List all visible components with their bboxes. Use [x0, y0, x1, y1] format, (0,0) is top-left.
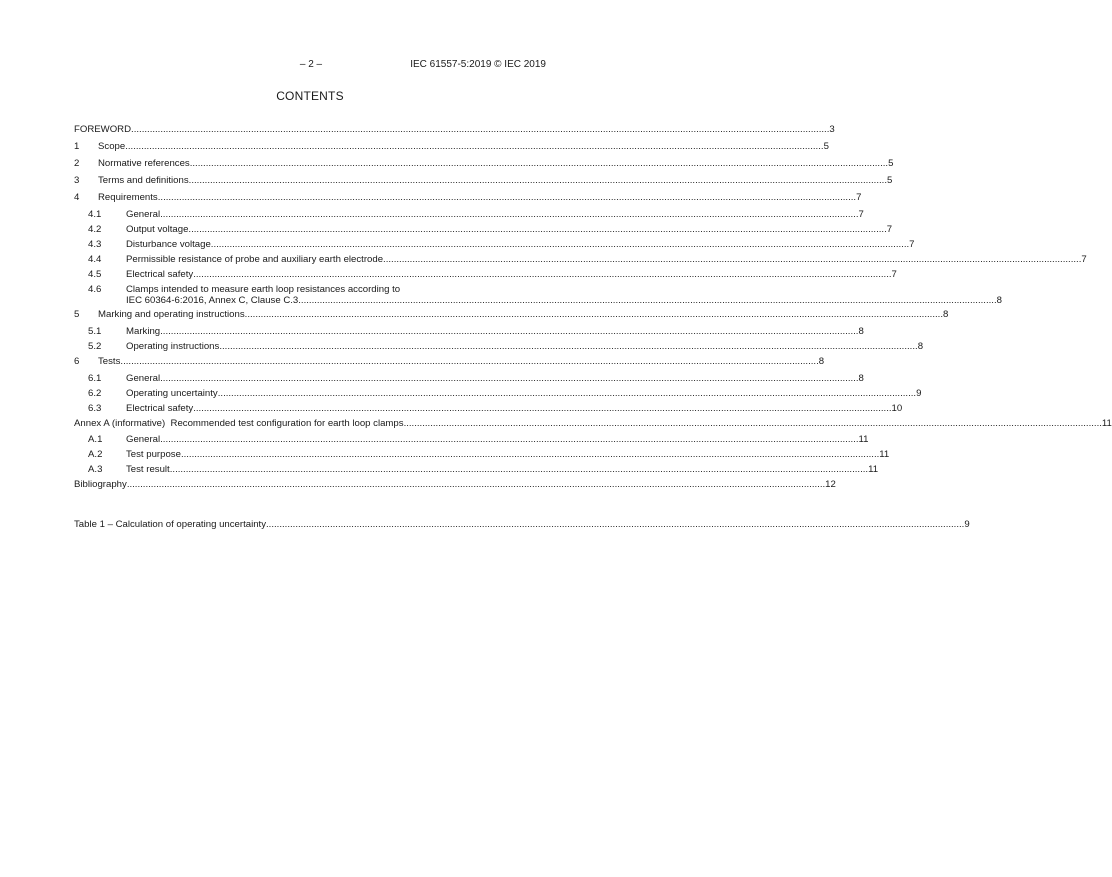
toc-page: 7 [1081, 254, 1087, 265]
toc-number: 4.5 [88, 269, 102, 280]
toc-page: 7 [886, 224, 893, 235]
toc-entry-terms-definitions[interactable] [74, 175, 893, 187]
toc-number: 4.2 [88, 224, 102, 235]
toc-entry-scope[interactable] [74, 141, 829, 153]
toc-entry-requirements[interactable] [74, 192, 862, 204]
toc-page: 5 [823, 141, 829, 152]
toc-entry-4-1[interactable] [74, 209, 864, 221]
toc-label: General [126, 209, 161, 220]
toc-entry-marking-instructions[interactable] [74, 309, 949, 321]
toc-entry-bibliography[interactable] [74, 479, 836, 491]
toc-number: 2 [74, 158, 80, 169]
toc-label: Electrical safety [126, 269, 194, 280]
toc-label: Requirements [98, 192, 158, 203]
toc-page: 8 [943, 309, 949, 320]
toc-entry-4-5[interactable] [74, 269, 897, 281]
toc-entry-a-1[interactable] [74, 434, 869, 446]
toc-entry-4-6[interactable] [74, 284, 1002, 306]
dot-leader [170, 464, 868, 476]
dot-leader [219, 341, 917, 353]
toc-entry-a-3[interactable] [74, 464, 879, 476]
dot-leader [266, 519, 964, 531]
dot-leader [211, 239, 909, 251]
toc-number: 5.2 [88, 341, 102, 352]
dot-leader [193, 269, 891, 281]
toc-number: 6.3 [88, 403, 102, 414]
toc-label: Operating instructions [126, 341, 220, 352]
page-number: – 2 – [299, 59, 323, 70]
dot-leader [131, 124, 829, 136]
table-page: 9 [964, 519, 970, 530]
toc-entry-normative-references[interactable] [74, 158, 894, 170]
toc-page: 10 [891, 403, 903, 414]
toc-page: 8 [917, 341, 924, 352]
standard-reference: IEC 61557-5:2019 © IEC 2019 [410, 59, 546, 70]
table-label: Table 1 – Calculation of operating uncertainty [74, 519, 266, 530]
toc-entry-6-1[interactable] [74, 373, 864, 385]
toc-page: 7 [891, 269, 897, 280]
toc-number: 4.3 [88, 239, 102, 250]
toc-page: 8 [858, 326, 864, 337]
toc-number: 4 [74, 192, 80, 203]
toc-page: 5 [888, 158, 894, 169]
dot-leader [404, 418, 1102, 430]
table-of-contents [74, 124, 1112, 491]
dot-leader [218, 388, 916, 400]
list-of-tables [74, 519, 970, 531]
toc-number: 4.6 [88, 284, 102, 295]
toc-number: A.3 [88, 464, 103, 475]
toc-label: Disturbance voltage [126, 239, 211, 250]
dot-leader [120, 356, 818, 368]
dot-leader [188, 224, 886, 236]
toc-entry-4-3[interactable] [74, 239, 915, 251]
toc-page: 9 [916, 388, 922, 399]
toc-number: 5 [74, 309, 80, 320]
toc-label: General [126, 373, 161, 384]
toc-label-line2: IEC 60364-6:2016, Annex C, Clause C.3 [126, 295, 299, 306]
toc-page: 8 [858, 373, 864, 384]
dot-leader [193, 403, 891, 415]
dot-leader [245, 309, 943, 321]
dot-leader [160, 326, 858, 338]
dot-leader [298, 295, 996, 306]
toc-label: Electrical safety [126, 403, 194, 414]
dot-leader [127, 479, 825, 491]
toc-page: 5 [887, 175, 893, 186]
toc-number: 4.1 [88, 209, 102, 220]
dot-leader [160, 434, 858, 446]
toc-label-line1: Clamps intended to measure earth loop resistances according to [126, 284, 401, 295]
toc-number: 1 [74, 141, 80, 152]
toc-entry-5-1[interactable] [74, 326, 864, 338]
dot-leader [125, 141, 823, 153]
toc-page: 8 [996, 295, 1002, 306]
toc-label: General [126, 434, 161, 445]
dot-leader [181, 449, 879, 461]
toc-label: Marking and operating instructions [98, 309, 245, 320]
toc-entry-4-2[interactable] [74, 224, 893, 236]
toc-page: 3 [829, 124, 835, 135]
toc-label: Scope [98, 141, 126, 152]
dot-leader [189, 175, 887, 187]
toc-page: 11 [879, 449, 890, 460]
toc-number: 6 [74, 356, 80, 367]
toc-page: 7 [909, 239, 915, 250]
toc-label: FOREWORD [74, 124, 132, 135]
toc-number: 6.2 [88, 388, 102, 399]
toc-number: A.2 [88, 449, 103, 460]
toc-number: 3 [74, 175, 80, 186]
toc-label: Annex A (informative) Recommended test configuration for earth loop clamps [74, 418, 404, 429]
toc-page: 12 [825, 479, 836, 490]
dot-leader [158, 192, 856, 204]
toc-number: 4.4 [88, 254, 102, 265]
table-entry-1[interactable] [74, 519, 970, 531]
toc-label: Bibliography [74, 479, 127, 490]
toc-label: Marking [126, 326, 161, 337]
dot-leader [160, 209, 858, 221]
toc-entry-annex-a[interactable] [74, 418, 1112, 430]
toc-page: 7 [858, 209, 864, 220]
toc-entry-a-2[interactable] [74, 449, 890, 461]
page-title: CONTENTS [276, 89, 344, 103]
toc-entry-tests[interactable] [74, 356, 825, 368]
dot-leader [160, 373, 858, 385]
toc-page: 11 [868, 464, 879, 475]
toc-entry-6-2[interactable] [74, 388, 922, 400]
toc-label: Operating uncertainty [126, 388, 218, 399]
toc-number: 5.1 [88, 326, 102, 337]
toc-label: Test purpose [126, 449, 181, 460]
toc-page: 7 [856, 192, 862, 203]
toc-entry-4-4[interactable] [74, 254, 1087, 266]
dot-leader [383, 254, 1081, 266]
toc-label: Output voltage [126, 224, 189, 235]
toc-entry-5-2[interactable] [74, 341, 924, 353]
toc-number: A.1 [88, 434, 103, 445]
toc-label: Terms and definitions [98, 175, 189, 186]
toc-page: 8 [818, 356, 825, 367]
dot-leader [190, 158, 888, 170]
toc-entry-6-3[interactable] [74, 403, 903, 415]
toc-page: 11 [858, 434, 869, 445]
toc-page: 11 [1101, 418, 1112, 429]
toc-label: Test result [126, 464, 170, 475]
toc-label: Normative references [98, 158, 190, 169]
toc-entry-foreword[interactable] [74, 124, 835, 136]
toc-label: Permissible resistance of probe and auxiliary earth electrode [126, 254, 384, 265]
toc-label: Tests [98, 356, 121, 367]
toc-number: 6.1 [88, 373, 102, 384]
